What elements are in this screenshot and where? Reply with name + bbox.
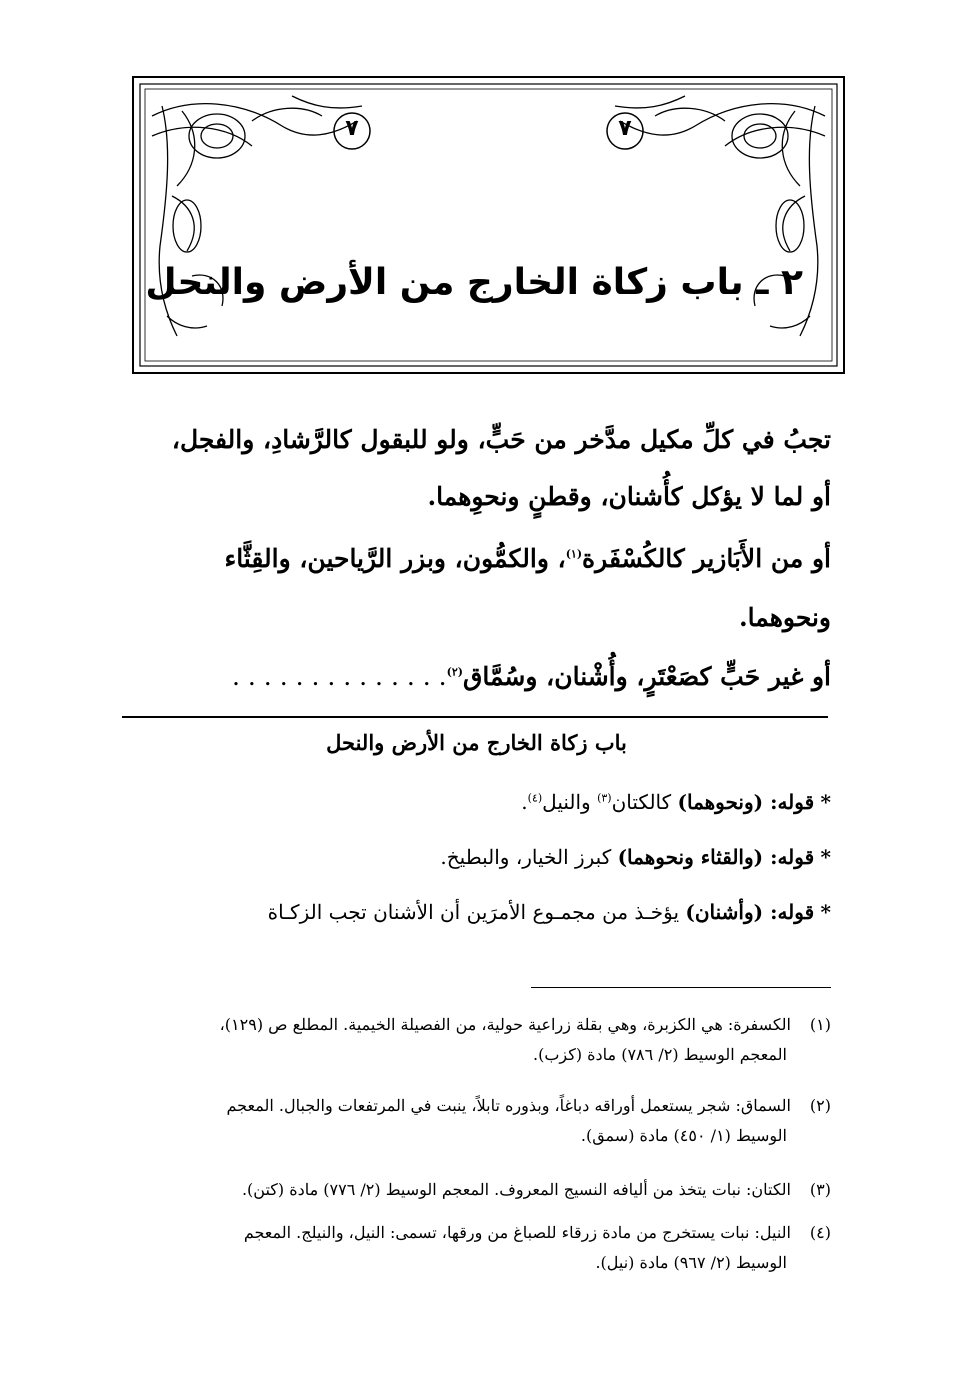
footnote-number: (١)	[809, 1015, 831, 1034]
sharh-item-3-text: يؤخـذ من مجمـوع الأمرَين أن الأشنان تجب الزكـاة	[267, 900, 686, 924]
footnote-text: الكسفرة: هي الكزبرة، وهي بقلة زراعية حولية، من الفصيلة الخيمية. المطلع ص (١٢٩)،	[219, 1015, 791, 1034]
footnote-1	[119, 1010, 831, 1070]
matn-line-3-b: ، والكمُّون، وبزر الرَّياحين، والقِثَّاء	[224, 544, 566, 573]
sharh-item-1	[119, 790, 831, 814]
matn-separator	[122, 716, 828, 718]
sharh-item-2-text: كبرز الخيار، والبطيخ.	[440, 845, 618, 869]
footnote-4	[119, 1218, 831, 1278]
footnote-text: النيل: نبات يستخرج من مادة زرقاء للصباغ من ورقها، تسمى: النيل، والنيلج. المعجم	[243, 1223, 791, 1242]
footnote-ref-1[interactable]: (١)	[565, 547, 583, 561]
medallion-numeral-right: ٧	[618, 116, 632, 141]
footnote-text: المعجم الوسيط (٢/ ٧٨٦) مادة (كزب).	[533, 1045, 787, 1064]
sharh-item-2-keyword: قوله: (والقثاء ونحوهما)	[617, 845, 815, 869]
matn-line-5	[119, 662, 831, 691]
bullet-icon: *	[820, 845, 831, 869]
matn-line-3	[119, 544, 831, 573]
matn-line-1: تجبُ في كلِّ مكيل مدَّخر من حَبٍّ، ولو للبقول كالرَّشادِ، والفجل،	[171, 425, 831, 454]
footnote-ref-2[interactable]: (٢)	[446, 665, 463, 679]
chapter-title: ٢ ـ باب زكاة الخارج من الأرض والنحل	[145, 262, 803, 303]
sharh-item-1-end: .	[521, 790, 528, 814]
sharh-item-3-keyword: قوله: (وأشنان)	[685, 900, 815, 924]
footnote-separator	[531, 987, 831, 988]
matn-line-4: ونحوهما.	[738, 603, 831, 632]
footnote-text: الوسيط (٢/ ٩٦٧) مادة (نيل).	[595, 1253, 787, 1272]
sharh-item-1-text-b: والنيل	[542, 790, 598, 814]
frame-border-icon	[132, 76, 845, 374]
sharh-item-1-keyword: قوله: (ونحوهما)	[677, 790, 815, 814]
bullet-icon: *	[820, 790, 831, 814]
footnote-3	[119, 1175, 831, 1205]
footnote-number: (٣)	[809, 1180, 831, 1199]
footnote-ref-4[interactable]: (٤)	[527, 791, 543, 805]
bullet-icon: *	[820, 900, 831, 924]
sharh-item-2	[119, 845, 831, 869]
sharh-item-1-text-a: كالكتان	[611, 790, 678, 814]
footnote-number: (٢)	[809, 1096, 831, 1115]
matn-line-2: أو لما لا يؤكل كأُشنان، وقطنٍ ونحوِهما.	[427, 482, 831, 511]
footnote-ref-3[interactable]: (٣)	[597, 791, 612, 805]
sharh-item-3	[119, 900, 831, 924]
sharh-title: باب زكاة الخارج من الأرض والنحل	[326, 730, 627, 755]
ornamental-title-frame	[132, 76, 845, 374]
medallion-numeral-left: ٧	[345, 116, 359, 141]
matn-line-3-a: أو من الأَبَازير كالكُسْفَرة	[582, 544, 831, 573]
footnote-number: (٤)	[809, 1223, 831, 1242]
footnote-2	[119, 1091, 831, 1151]
matn-dots: . . . . . . . . . . . . . .	[232, 662, 447, 691]
footnote-text: الكتان: نبات يتخذ من أليافه النسيج المعروف. المعجم الوسيط (٢/ ٧٧٦) مادة (كتن).	[241, 1180, 791, 1199]
matn-line-5-a: أو غير حَبٍّ كصَعْتَرٍ، وأُشْنان، وسُمَّاق	[462, 662, 831, 691]
footnote-text: السماق: شجر يستعمل أوراقه دباغاً، وبذوره تابلاً، ينبت في المرتفعات والجبال. المعجم	[226, 1096, 791, 1115]
footnote-text: الوسيط (١/ ٤٥٠) مادة (سمق).	[580, 1126, 787, 1145]
